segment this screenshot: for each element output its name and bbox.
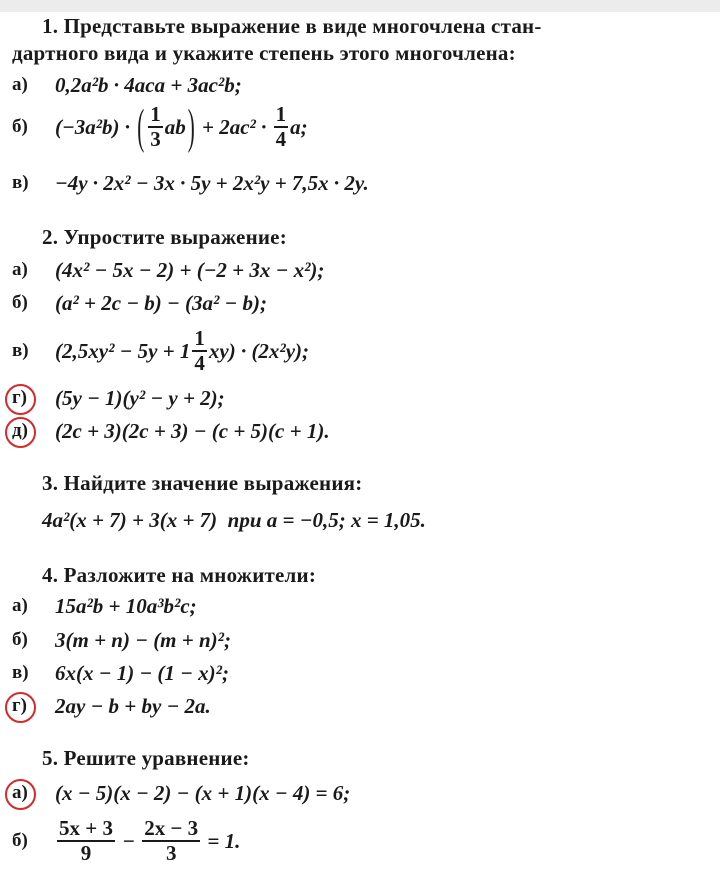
fraction-denominator: 4 <box>275 127 287 151</box>
fraction <box>192 328 207 374</box>
math-expression <box>55 817 240 865</box>
red-circle-annotation <box>5 779 36 810</box>
expression-text: ab <box>164 114 186 139</box>
math-expression <box>55 591 197 621</box>
math-expression <box>55 255 324 285</box>
fraction-numerator: 2x − 3 <box>144 816 199 840</box>
red-circle-annotation <box>5 417 36 448</box>
expression-text: 0,2a²b · 4aca + 3ac²b; <box>55 72 242 97</box>
item-label: а) <box>12 259 28 280</box>
item-label: б) <box>12 116 28 137</box>
fraction <box>148 104 163 150</box>
item-label: в) <box>12 172 29 193</box>
math-expression <box>55 416 330 446</box>
section-heading: 4. Разложите на множители: <box>42 562 317 587</box>
expression-text: 4a²(x + 7) + 3(x + 7) при a = −0,5; x = 1,05. <box>42 507 426 532</box>
big-parenthesis: ) <box>187 98 195 154</box>
expression-text: + 2ac² · <box>196 114 272 139</box>
section-heading: дартного вида и укажите степень этого многочлена: <box>12 40 516 65</box>
expression-text: (x − 5)(x − 2) − (x + 1)(x − 4) = 6; <box>55 780 351 805</box>
fraction <box>142 818 200 864</box>
fraction-denominator: 9 <box>80 841 92 865</box>
item-label: а) <box>12 782 28 803</box>
item-label: б) <box>12 629 28 650</box>
expression-text: −4y · 2x² − 3x · 5y + 2x²y + 7,5x · 2y. <box>55 170 369 195</box>
item-label: в) <box>12 340 29 361</box>
math-expression <box>55 327 309 375</box>
math-expression <box>55 625 231 655</box>
fraction-numerator: 1 <box>194 326 205 350</box>
expression-text: = 1. <box>202 828 241 853</box>
expression-text: (2,5xy² − 5y + 1 <box>55 338 191 363</box>
section-heading: 5. Решите уравнение: <box>42 745 250 770</box>
fraction-denominator: 3 <box>150 127 161 151</box>
fraction-denominator: 3 <box>165 841 177 865</box>
big-parenthesis: ( <box>137 98 145 154</box>
expression-text: − <box>116 828 141 853</box>
item-label: г) <box>12 695 27 716</box>
expression-text: 15a²b + 10a³b²c; <box>55 593 197 618</box>
fraction-numerator: 1 <box>150 102 161 126</box>
expression-text: (5y − 1)(y² − y + 2); <box>55 385 225 410</box>
fraction <box>274 104 289 150</box>
expression-text: (4x² − 5x − 2) + (−2 + 3x − x²); <box>55 257 325 282</box>
expression-text: 6x(x − 1) − (1 − x)²; <box>55 660 229 685</box>
expression-text: a; <box>290 114 308 139</box>
math-expression <box>55 98 308 154</box>
item-label: д) <box>12 420 28 441</box>
item-label: а) <box>12 595 28 616</box>
math-expression <box>55 383 225 413</box>
red-circle-annotation <box>5 692 36 723</box>
math-expression <box>55 691 211 721</box>
section-heading: 3. Найдите значение выражения: <box>42 470 363 495</box>
math-expression <box>55 658 229 688</box>
expression-text: (a² + 2c − b) − (3a² − b); <box>55 290 268 315</box>
math-expression <box>55 778 350 808</box>
item-label: б) <box>12 292 28 313</box>
math-expression <box>55 168 369 198</box>
fraction-numerator: 1 <box>275 102 287 126</box>
section-heading: 1. Представьте выражение в виде многочлена стан- <box>42 13 542 38</box>
section-heading: 2. Упростите выражение: <box>42 224 287 249</box>
expression-text: 3(m + n) − (m + n)²; <box>55 627 231 652</box>
math-expression <box>42 505 426 535</box>
expression-text: (2c + 3)(2c + 3) − (c + 5)(c + 1). <box>55 418 330 443</box>
item-label: в) <box>12 662 29 683</box>
math-expression <box>55 70 242 100</box>
red-circle-annotation <box>5 384 36 415</box>
expression-text: 2ay − b + by − 2a. <box>55 693 211 718</box>
top-bar <box>0 0 720 12</box>
math-expression <box>55 288 267 318</box>
fraction-denominator: 4 <box>194 351 205 375</box>
fraction-numerator: 5x + 3 <box>59 816 113 840</box>
item-label: а) <box>12 74 28 95</box>
expression-text: (−3a²b) · <box>55 114 136 139</box>
expression-text: xy) · (2x²y); <box>208 338 310 363</box>
fraction <box>57 818 115 864</box>
item-label: г) <box>12 387 27 408</box>
item-label: б) <box>12 830 28 851</box>
